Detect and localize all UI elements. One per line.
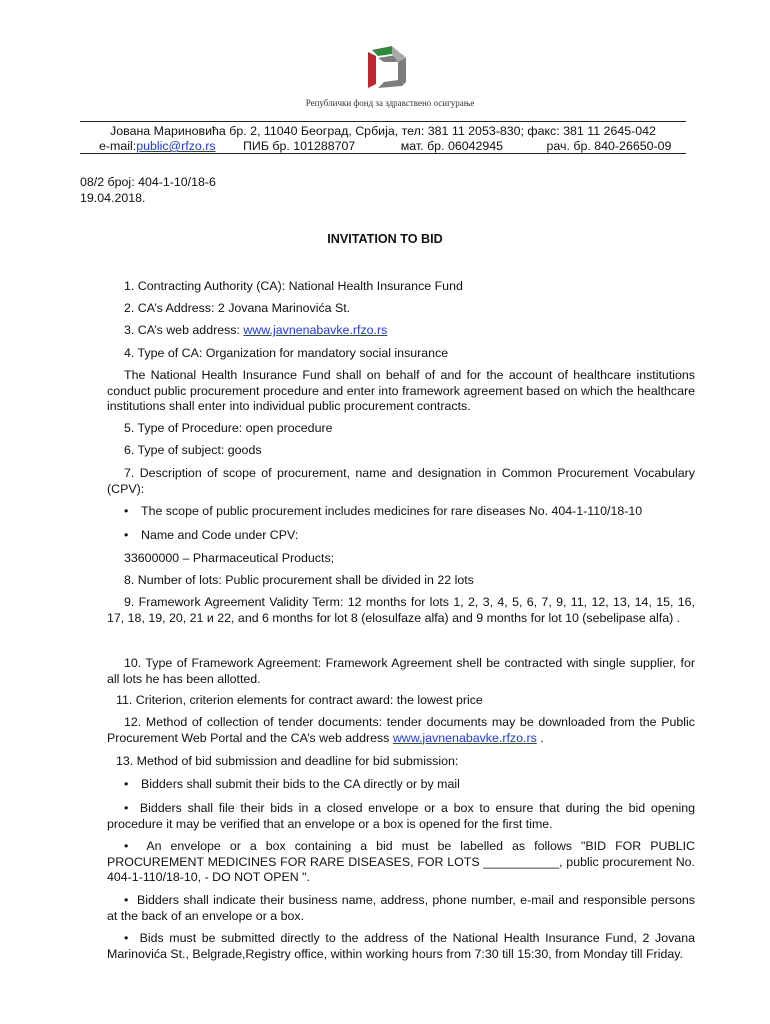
web-address-link[interactable]: www.javnenabavke.rfzo.rs — [243, 323, 388, 337]
bullet-scope — [124, 504, 694, 520]
item-12-end: . — [536, 730, 544, 745]
item-4: 4. Type of CA: Organization for mandatory social insurance — [124, 346, 449, 360]
bullet-envelope — [107, 801, 695, 832]
item-5: 5. Type of Procedure: open procedure — [124, 421, 333, 435]
bullet-label-text: An envelope or a box containing a bid must be labelled as follows "BID FOR PUBLIC PROCUREMENT MEDICINES FOR RARE DISEASES, FOR LOTS ___________, public procurement No. 404-1-110/18-10, - DO NOT OPEN ". — [107, 839, 695, 884]
bullet-scope-text: The scope of public procurement includes medicines for rare diseases No. 404-1-110/18-10 — [141, 504, 643, 518]
bullet-dot-icon: • — [124, 839, 147, 853]
bullet-submit — [124, 777, 694, 793]
item-8: 8. Number of lots: Public procurement shall be divided in 22 lots — [124, 573, 474, 587]
item-3 — [124, 323, 712, 339]
pib-number: ПИБ бр. 101288707 — [243, 139, 356, 153]
bullet-cpv-text: Name and Code under CPV: — [141, 528, 299, 542]
tender-docs-link[interactable]: www.javnenabavke.rfzo.rs — [392, 730, 537, 745]
reference-block — [80, 174, 216, 206]
item-3-label: 3. CA’s web address: — [124, 323, 244, 337]
bullet-dot-icon: • — [124, 528, 129, 542]
header-top-rule — [80, 121, 686, 122]
rfzo-logo — [362, 44, 414, 94]
item-12-text: 12. Method of collection of tender documents: tender documents may be downloaded from the Public Procurement Web Portal and the CA’s web address — [107, 715, 695, 745]
item-11: 11. Criterion, criterion elements for contract award: the lowest price — [116, 693, 483, 707]
reference-date: 19.04.2018. — [80, 191, 146, 205]
contact-line — [99, 139, 671, 153]
item-2: 2. CA’s Address: 2 Jovana Marinovića St. — [124, 301, 351, 315]
item-1: 1. Contracting Authority (CA): National Health Insurance Fund — [124, 279, 463, 293]
bullet-dot-icon: • — [124, 893, 137, 907]
document-title: INVITATION TO BID — [327, 232, 443, 246]
item-7: 7. Description of scope of procurement, name and designation in Common Procurement Vocabulary (CPV): — [107, 466, 695, 496]
logo-caption: Републички фонд за здравствено осигурање — [305, 98, 475, 108]
header-bottom-rule — [80, 153, 686, 154]
email-label: e-mail: — [99, 139, 137, 153]
bullet-submit-text: Bidders shall submit their bids to the CA directly or by mail — [141, 777, 460, 791]
item-10: 10. Type of Framework Agreement: Framework Agreement shell be contracted with single supplier, for all lots he has been allotted. — [107, 656, 695, 686]
bullet-business-text: Bidders shall indicate their business name, address, phone number, e-mail and responsible persons at the back of an envelope or a box. — [107, 893, 695, 923]
bullet-dot-icon: • — [124, 801, 140, 815]
bullet-cpv — [124, 528, 694, 544]
bullet-label — [107, 839, 695, 886]
mat-number: мат. бр. 06042945 — [400, 139, 504, 153]
account-number: рач. бр. 840-26650-09 — [546, 139, 672, 153]
bullet-dot-icon: • — [124, 504, 129, 518]
bullet-dot-icon: • — [124, 931, 140, 945]
item-9: 9. Framework Agreement Validity Term: 12 months for lots 1, 2, 3, 4, 5, 6, 7, 9, 11, 12, 13, 14, 15, 16, 17, 18, 19, 20, 21 и 22, and 6 months for lot 8 (elosulfaze alfa) and 9 months for lot 10 (sebelipase alfa) . — [107, 595, 695, 625]
bullet-direct-text: Bids must be submitted directly to the address of the National Health Insurance Fund, 2 Jovana Marinovića St., Belgrade,Registry office, within working hours from 7:30 till 15:30, from Monday till Friday. — [107, 931, 695, 961]
reference-number: 08/2 број: 404-1-10/18-6 — [80, 175, 216, 189]
item-12 — [107, 715, 695, 746]
cpv-code: 33600000 – Pharmaceutical Products; — [124, 551, 335, 565]
bullet-business — [107, 893, 695, 924]
email-link[interactable]: public@rfzo.rs — [136, 139, 216, 153]
bullet-dot-icon: • — [124, 777, 129, 791]
intro-paragraph: The National Health Insurance Fund shall on behalf of and for the account of healthcare institutions conduct public procurement procedure and enter into framework agreement based on which the healthcare institutions shall enter into individual public procurement contracts. — [107, 368, 695, 413]
bullet-direct — [107, 931, 695, 962]
item-13: 13. Method of bid submission and deadline for bid submission: — [116, 754, 459, 768]
bullet-envelope-text: Bidders shall file their bids in a closed envelope or a box to ensure that during the bid opening procedure it may be verified that an envelope or a box is opened for the first time. — [107, 801, 695, 831]
item-6: 6. Type of subject: goods — [124, 443, 262, 457]
address-line: Јована Мариновића бр. 2, 11040 Београд, Србија, тел: 381 11 2053-830; факс: 381 11 2645-042 — [110, 124, 656, 138]
